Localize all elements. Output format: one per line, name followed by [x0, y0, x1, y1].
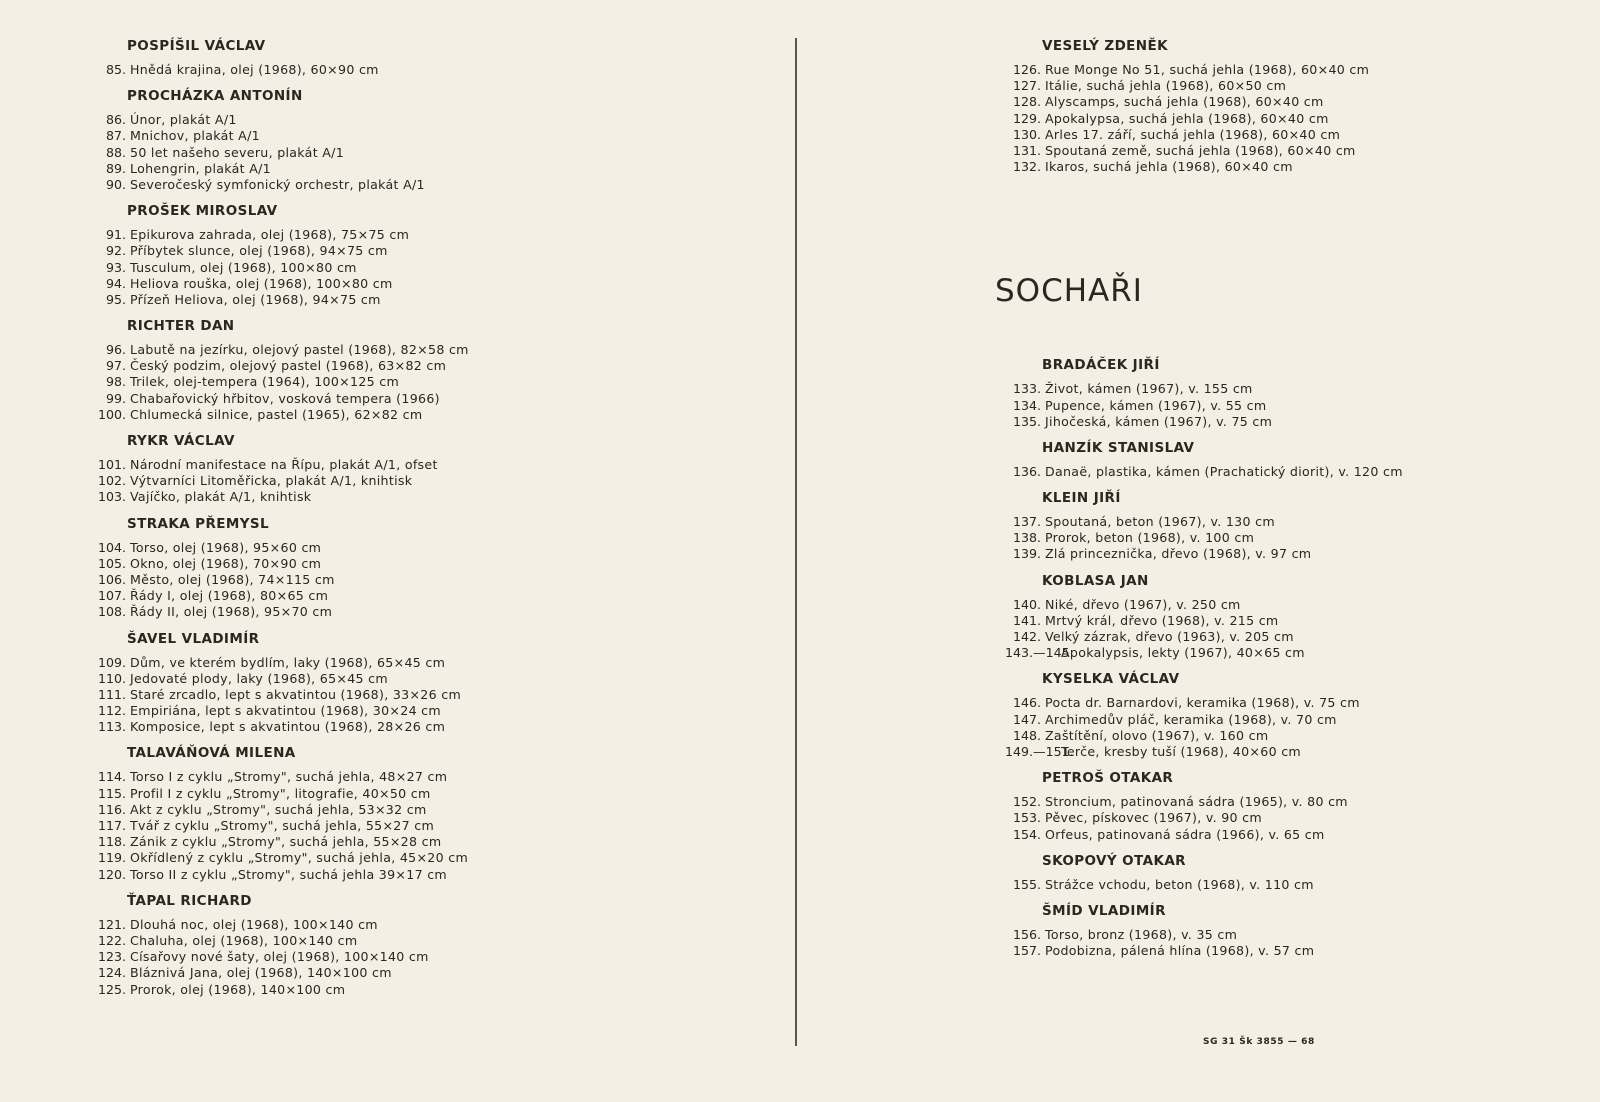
- entry-description: Únor, plakát A/1: [130, 112, 237, 128]
- catalog-entry: [90, 687, 780, 703]
- entry-number: 149.—151.: [1005, 743, 1074, 759]
- catalog-entry: [90, 572, 780, 588]
- catalog-entry: [90, 818, 780, 834]
- catalog-entry: [90, 407, 780, 423]
- catalog-entry: [90, 850, 780, 866]
- entry-description: Arles 17. září, suchá jehla (1968), 60×40 cm: [1045, 126, 1341, 142]
- entry-description: Apokalypsa, suchá jehla (1968), 60×40 cm: [1045, 110, 1329, 126]
- artist-name: HANZÍK STANISLAV: [1042, 439, 1195, 456]
- entry-number: 118.: [97, 834, 126, 850]
- catalog-entry: [1005, 645, 1585, 661]
- artist-section: [1005, 438, 1585, 480]
- catalog-entry: [90, 949, 780, 965]
- entry-number: 86.: [105, 112, 126, 128]
- artist-name: KOBLASA JAN: [1042, 572, 1149, 589]
- entry-number: 109.: [97, 654, 126, 670]
- entry-description: Jedovaté plody, laky (1968), 65×45 cm: [130, 670, 388, 686]
- catalog-entry: [1005, 414, 1585, 430]
- artist-name: ŠMÍD VLADIMÍR: [1042, 902, 1166, 919]
- entry-description: Epikurova zahrada, olej (1968), 75×75 cm: [130, 227, 410, 243]
- entry-description: Rue Monge No 51, suchá jehla (1968), 60×40 cm: [1045, 62, 1370, 77]
- catalog-entry: [90, 965, 780, 981]
- entry-number: 155.: [1012, 876, 1041, 892]
- entry-number: 110.: [97, 670, 126, 686]
- catalog-entry: [1005, 943, 1585, 959]
- entry-description: Komposice, lept s akvatintou (1968), 28×26 cm: [130, 719, 446, 735]
- catalog-entry: [90, 391, 780, 407]
- entry-number: 107.: [97, 588, 126, 604]
- entry-number: 91.: [105, 227, 126, 243]
- artist-section: [1005, 768, 1585, 843]
- entry-number: 140.: [1012, 596, 1041, 612]
- entry-description: Torso II z cyklu „Stromy", suchá jehla 39×17 cm: [130, 866, 448, 882]
- artist-name: PETROŠ OTAKAR: [1042, 770, 1174, 787]
- entry-number: 126.: [1012, 62, 1041, 77]
- entry-number: 136.: [1012, 463, 1041, 479]
- entry-number: 89.: [105, 160, 126, 176]
- artist-section: [90, 36, 780, 78]
- catalog-entry: [1005, 827, 1585, 843]
- entry-description: Český podzim, olejový pastel (1968), 63×82 cm: [130, 358, 447, 374]
- catalog-entry: [1005, 877, 1585, 893]
- entry-number: 125.: [97, 981, 126, 997]
- entry-description: Chaluha, olej (1968), 100×140 cm: [130, 932, 358, 948]
- entry-description: Císařovy nové šaty, olej (1968), 100×140 cm: [130, 949, 429, 965]
- artist-section: [1005, 851, 1585, 893]
- entry-number: 90.: [105, 176, 126, 192]
- entry-number: 106.: [97, 571, 126, 587]
- catalog-entry: [90, 802, 780, 818]
- catalog-entry: [90, 276, 780, 292]
- printer-imprint: SG 31 Šk 3855 — 68: [1203, 1037, 1315, 1047]
- catalog-entry: [90, 358, 780, 374]
- entry-number: 102.: [97, 473, 126, 489]
- catalog-entry: [90, 917, 780, 933]
- left-column: [90, 36, 780, 998]
- artist-name: VESELÝ ZDENĚK: [1042, 38, 1168, 54]
- entry-description: Stroncium, patinovaná sádra (1965), v. 80 cm: [1045, 794, 1348, 810]
- entry-description: Spoutaná země, suchá jehla (1968), 60×40 cm: [1045, 142, 1356, 158]
- entry-number: 108.: [97, 604, 126, 620]
- entry-description: Chabařovický hřbitov, vosková tempera (1966): [130, 390, 440, 406]
- artist-section: [1005, 571, 1585, 662]
- entry-description: Heliova rouška, olej (1968), 100×80 cm: [130, 275, 393, 291]
- catalog-entry: [1005, 629, 1585, 645]
- catalog-entry: [90, 374, 780, 390]
- entry-description: Ikaros, suchá jehla (1968), 60×40 cm: [1045, 159, 1293, 175]
- artist-name: PROCHÁZKA ANTONÍN: [127, 88, 303, 105]
- catalog-entry: [1005, 62, 1585, 78]
- entry-description: 50 let našeho severu, plakát A/1: [130, 144, 345, 160]
- entry-description: Archimedův pláč, keramika (1968), v. 70 cm: [1045, 711, 1337, 727]
- entry-number: 154.: [1012, 826, 1041, 842]
- catalog-entry: [90, 655, 780, 671]
- entry-number: 117.: [97, 818, 126, 833]
- catalog-entry: [1005, 464, 1585, 480]
- entry-description: Pupence, kámen (1967), v. 55 cm: [1045, 397, 1267, 413]
- catalog-entry: [90, 62, 780, 78]
- entry-description: Řády II, olej (1968), 95×70 cm: [130, 604, 333, 620]
- entry-number: 111.: [97, 686, 126, 702]
- entry-description: Dům, ve kterém bydlím, laky (1968), 65×45 cm: [130, 654, 446, 670]
- artist-section: [90, 86, 780, 193]
- catalog-entry: [90, 786, 780, 802]
- entry-description: Pěvec, pískovec (1967), v. 90 cm: [1045, 810, 1262, 826]
- catalog-entry: [90, 867, 780, 883]
- catalog-entry: [1005, 514, 1585, 530]
- entry-number: 157.: [1012, 943, 1041, 959]
- entry-number: 87.: [105, 128, 126, 144]
- artist-name: ŠAVEL VLADIMÍR: [127, 630, 260, 647]
- entry-description: Torso, bronz (1968), v. 35 cm: [1045, 926, 1238, 942]
- entry-description: Velký zázrak, dřevo (1963), v. 205 cm: [1045, 629, 1294, 644]
- catalog-entry: [90, 982, 780, 998]
- artist-section: [1005, 669, 1585, 760]
- entry-number: 139.: [1012, 546, 1041, 562]
- entry-description: Bláznivá Jana, olej (1968), 140×100 cm: [130, 965, 392, 981]
- entry-description: Labutě na jezírku, olejový pastel (1968), 82×58 cm: [130, 342, 469, 358]
- entry-number: 103.: [97, 489, 126, 505]
- entry-number: 100.: [97, 406, 126, 422]
- entry-number: 130.: [1012, 126, 1041, 142]
- entry-number: 138.: [1012, 530, 1041, 546]
- entry-description: Empiriána, lept s akvatintou (1968), 30×24 cm: [130, 703, 441, 719]
- entry-description: Trilek, olej-tempera (1964), 100×125 cm: [130, 374, 400, 390]
- catalog-entry: [90, 457, 780, 473]
- page-divider: [795, 38, 797, 1046]
- entry-number: 153.: [1012, 810, 1041, 826]
- entry-description: Itálie, suchá jehla (1968), 60×50 cm: [1045, 78, 1287, 94]
- entry-description: Podobizna, pálená hlína (1968), v. 57 cm: [1045, 943, 1315, 959]
- catalog-entry: [90, 260, 780, 276]
- entry-description: Severočeský symfonický orchestr, plakát A/1: [130, 176, 425, 192]
- entry-description: Město, olej (1968), 74×115 cm: [130, 571, 335, 587]
- catalog-entry: [90, 342, 780, 358]
- entry-description: Vajíčko, plakát A/1, knihtisk: [130, 489, 312, 505]
- entry-description: Terče, kresby tuší (1968), 40×60 cm: [1061, 743, 1301, 759]
- entry-number: 88.: [105, 144, 126, 160]
- artist-section: [90, 891, 780, 998]
- entry-number: 113.: [97, 719, 126, 735]
- catalog-entry: [1005, 127, 1585, 143]
- entry-description: Staré zrcadlo, lept s akvatintou (1968), 33×26 cm: [130, 686, 462, 702]
- artist-name: TALAVÁŇOVÁ MILENA: [127, 745, 296, 762]
- catalog-entry: [1005, 744, 1585, 760]
- entry-number: 85.: [105, 62, 126, 77]
- entry-description: Chlumecká silnice, pastel (1965), 62×82 cm: [130, 406, 423, 422]
- entry-description: Dlouhá noc, olej (1968), 100×140 cm: [130, 916, 378, 932]
- artist-section: [90, 431, 780, 506]
- catalog-entry: [90, 243, 780, 259]
- catalog-entry: [90, 556, 780, 572]
- entry-description: Torso, olej (1968), 95×60 cm: [130, 539, 322, 555]
- entry-number: 112.: [97, 703, 126, 719]
- entry-description: Niké, dřevo (1967), v. 250 cm: [1045, 596, 1241, 612]
- entry-description: Mnichov, plakát A/1: [130, 128, 260, 144]
- catalog-entry: [90, 671, 780, 687]
- catalog-entry: [1005, 927, 1585, 943]
- entry-number: 98.: [105, 374, 126, 390]
- artist-name: ŤAPAL RICHARD: [127, 892, 252, 909]
- artist-name: RICHTER DAN: [127, 318, 235, 335]
- catalog-entry: [90, 292, 780, 308]
- entry-description: Zánik z cyklu „Stromy", suchá jehla, 55×28 cm: [130, 834, 442, 850]
- artist-section: [90, 316, 780, 423]
- entry-description: Okno, olej (1968), 70×90 cm: [130, 555, 322, 571]
- catalog-entry: [1005, 695, 1585, 711]
- entry-description: Apokalypsis, lekty (1967), 40×65 cm: [1061, 645, 1305, 661]
- catalog-entry: [90, 719, 780, 735]
- entry-number: 156.: [1012, 926, 1041, 942]
- entry-number: 121.: [97, 916, 126, 932]
- catalog-entry: [90, 489, 780, 505]
- entry-number: 105.: [97, 555, 126, 571]
- entry-number: 152.: [1012, 794, 1041, 810]
- catalog-entry: [1005, 794, 1585, 810]
- catalog-entry: [90, 703, 780, 719]
- entry-number: 97.: [105, 358, 126, 374]
- entry-description: Profil I z cyklu „Stromy", litografie, 40×50 cm: [130, 785, 431, 801]
- entry-number: 124.: [97, 965, 126, 981]
- entry-number: 135.: [1012, 413, 1041, 429]
- entry-description: Akt z cyklu „Stromy", suchá jehla, 53×32 cm: [130, 801, 427, 817]
- entry-description: Spoutaná, beton (1967), v. 130 cm: [1045, 514, 1275, 530]
- entry-number: 148.: [1012, 727, 1041, 743]
- artist-section: [1005, 355, 1585, 430]
- artist-name: KLEIN JIŘÍ: [1042, 490, 1121, 507]
- catalog-entry: [1005, 613, 1585, 629]
- entry-description: Tusculum, olej (1968), 100×80 cm: [130, 259, 357, 275]
- entry-number: 119.: [97, 850, 126, 866]
- entry-number: 142.: [1012, 629, 1041, 644]
- entry-number: 104.: [97, 539, 126, 555]
- entry-description: Život, kámen (1967), v. 155 cm: [1045, 381, 1253, 397]
- entry-number: 134.: [1012, 397, 1041, 413]
- catalog-entry: [1005, 712, 1585, 728]
- catalog-entry: [1005, 546, 1585, 562]
- artist-section: [1005, 488, 1585, 563]
- entry-number: 93.: [105, 259, 126, 275]
- entry-number: 92.: [105, 243, 126, 259]
- left-page: [0, 0, 795, 1102]
- catalog-entry: [90, 834, 780, 850]
- entry-number: 129.: [1012, 110, 1041, 126]
- right-column: [995, 36, 1585, 959]
- artist-name: RYKR VÁCLAV: [127, 433, 235, 449]
- catalog-entry: [1005, 597, 1585, 613]
- entry-number: 147.: [1012, 711, 1041, 727]
- entry-number: 114.: [97, 769, 126, 785]
- entry-number: 116.: [97, 801, 126, 817]
- catalog-entry: [1005, 111, 1585, 127]
- entry-number: 120.: [97, 866, 126, 882]
- catalog-entry: [90, 473, 780, 489]
- entry-description: Hnědá krajina, olej (1968), 60×90 cm: [130, 62, 379, 77]
- entry-number: 95.: [105, 291, 126, 307]
- entry-description: Příbytek slunce, olej (1968), 94×75 cm: [130, 243, 388, 259]
- catalog-entry: [1005, 381, 1585, 397]
- entry-description: Pocta dr. Barnardovi, keramika (1968), v. 75 cm: [1045, 695, 1360, 711]
- entry-description: Torso I z cyklu „Stromy", suchá jehla, 48×27 cm: [130, 769, 448, 785]
- catalog-entry: [90, 145, 780, 161]
- section-heading: SOCHAŘI: [995, 273, 1143, 310]
- artist-name: KYSELKA VÁCLAV: [1042, 671, 1180, 688]
- artist-name: BRADÁČEK JIŘÍ: [1042, 357, 1160, 374]
- entry-description: Zlá princeznička, dřevo (1968), v. 97 cm: [1045, 546, 1312, 562]
- catalog-entry: [90, 177, 780, 193]
- catalog-entry: [90, 128, 780, 144]
- catalog-entry: [1005, 143, 1585, 159]
- entry-number: 122.: [97, 932, 126, 948]
- entry-description: Národní manifestace na Řípu, plakát A/1, ofset: [130, 457, 438, 472]
- entry-number: 101.: [97, 457, 126, 472]
- catalog-entry: [90, 227, 780, 243]
- catalog-entry: [1005, 530, 1585, 546]
- entry-number: 132.: [1012, 159, 1041, 175]
- catalog-entry: [90, 112, 780, 128]
- entry-number: 131.: [1012, 142, 1041, 158]
- entry-number: 96.: [105, 342, 126, 358]
- catalog-entry: [1005, 728, 1585, 744]
- catalog-entry: [90, 540, 780, 556]
- entry-number: 137.: [1012, 514, 1041, 530]
- catalog-entry: [1005, 159, 1585, 175]
- artist-name: PROŠEK MIROSLAV: [127, 203, 278, 220]
- artist-section: [90, 201, 780, 308]
- entry-description: Zaštítění, olovo (1967), v. 160 cm: [1045, 727, 1269, 743]
- entry-number: 141.: [1012, 612, 1041, 628]
- entry-description: Prorok, olej (1968), 140×100 cm: [130, 981, 346, 997]
- artist-section: [1005, 901, 1585, 959]
- catalog-entry: [90, 604, 780, 620]
- artist-name: SKOPOVÝ OTAKAR: [1042, 852, 1186, 869]
- catalog-entry: [90, 933, 780, 949]
- entry-description: Strážce vchodu, beton (1968), v. 110 cm: [1045, 876, 1314, 892]
- artist-section: [1005, 36, 1585, 175]
- entry-description: Tvář z cyklu „Stromy", suchá jehla, 55×27 cm: [130, 818, 435, 833]
- entry-description: Jihočeská, kámen (1967), v. 75 cm: [1045, 413, 1273, 429]
- catalog-entry: [1005, 94, 1585, 110]
- entry-description: Lohengrin, plakát A/1: [130, 160, 271, 176]
- artist-section: [90, 743, 780, 882]
- entry-number: 115.: [97, 785, 126, 801]
- entry-number: 94.: [105, 275, 126, 291]
- artist-name: STRAKA PŘEMYSL: [127, 515, 270, 532]
- entry-number: 143.—145.: [1005, 645, 1074, 661]
- entry-description: Alyscamps, suchá jehla (1968), 60×40 cm: [1045, 94, 1324, 110]
- entry-number: 99.: [105, 390, 126, 406]
- entry-description: Prorok, beton (1968), v. 100 cm: [1045, 530, 1255, 546]
- artist-section: [90, 629, 780, 736]
- catalog-entry: [1005, 810, 1585, 826]
- catalog-entry: [90, 769, 780, 785]
- entry-number: 128.: [1012, 94, 1041, 110]
- entry-number: 123.: [97, 949, 126, 965]
- catalog-entry: [90, 161, 780, 177]
- catalog-entry: [1005, 398, 1585, 414]
- entry-description: Přízeň Heliova, olej (1968), 94×75 cm: [130, 291, 381, 307]
- catalog-entry: [90, 588, 780, 604]
- entry-description: Danaë, plastika, kámen (Prachatický diorit), v. 120 cm: [1045, 463, 1403, 479]
- artist-section: [90, 514, 780, 621]
- entry-number: 133.: [1012, 381, 1041, 397]
- entry-number: 146.: [1012, 695, 1041, 711]
- entry-description: Výtvarníci Litoměřicka, plakát A/1, knihtisk: [130, 473, 413, 489]
- catalog-entry: [1005, 78, 1585, 94]
- entry-description: Orfeus, patinovaná sádra (1966), v. 65 cm: [1045, 826, 1325, 842]
- artist-name: POSPÍŠIL VÁCLAV: [127, 38, 266, 54]
- entry-description: Okřídlený z cyklu „Stromy", suchá jehla, 45×20 cm: [130, 850, 469, 866]
- entry-description: Řády I, olej (1968), 80×65 cm: [130, 588, 329, 604]
- entry-description: Mrtvý král, dřevo (1968), v. 215 cm: [1045, 612, 1279, 628]
- entry-number: 127.: [1012, 78, 1041, 94]
